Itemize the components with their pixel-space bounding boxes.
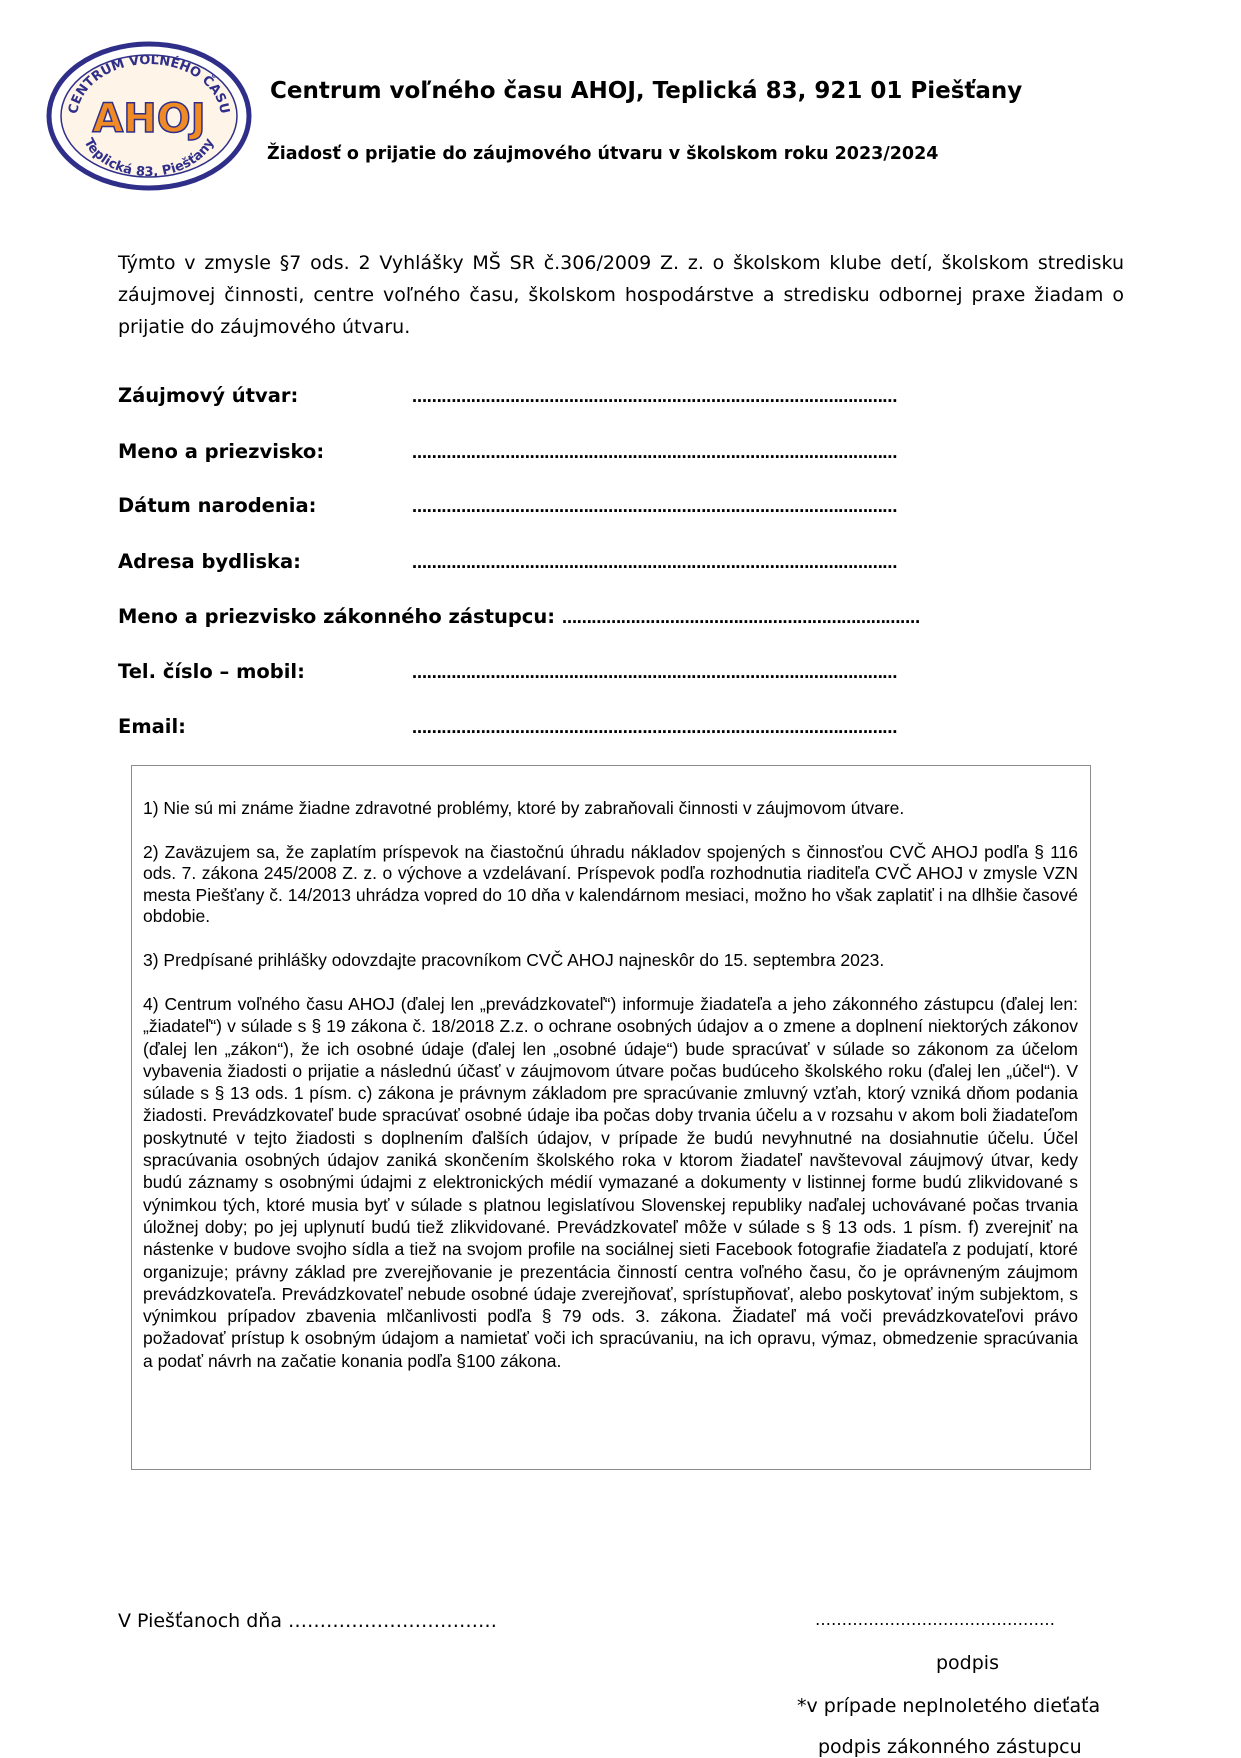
intro-paragraph: Týmto v zmysle §7 ods. 2 Vyhlášky MŠ SR č.306/2009 Z. z. o školskom klube detí, školskom stredisku záujmovej činnosti, centre voľného času, školskom hospodárstve a stredisku odbornej praxe žiadam o prijatie do záujmového útvaru. [118, 252, 1124, 338]
logo-top-text: CENTRUM VOĽNÉHO ČASU [66, 52, 232, 116]
ahoj-logo [45, 40, 253, 192]
guardian-name-field[interactable]: ………………………………………………………………. [562, 609, 921, 627]
header-title: Centrum voľného času AHOJ, Teplická 83, 921 01 Piešťany [270, 78, 1023, 104]
address-field[interactable]: ……………………………………………………………………………………… [412, 554, 898, 572]
full-name-label: Meno a priezvisko: [118, 440, 325, 463]
term-data-protection: 4) Centrum voľného času AHOJ (ďalej len „prevádzkovateľ“) informuje žiadateľa a jeho zákonného zástupcu (ďalej len: „žiadateľ“) v súlade s § 19 zákona č. 18/2018 Z.z. o ochrane osobných údajov a o zmene a doplnení niektorých zákonov (ďalej len „zákon“), že ich osobné údaje (ďalej len „osobné údaje“) bude spracúvať v súlade so zákonom za účelom vybavenia žiadosti o prijatie a následnú účasť v záujmovom útvare počas budúceho školského roku (ďalej len „účel“). V súlade s § 13 ods. 1 písm. c) zákona je právnym základom pre spracúvanie zmluvný vzťah, ktorý vzniká dňom podania žiadosti. Prevádzkovateľ bude spracúvať osobné údaje iba počas doby trvania účelu a v rozsahu v akom boli žiadateľom poskytnuté v tejto žiadosti s doplnením ďalších údajov, v prípade že budú nevyhnutné na dosiahnutie účelu. Účel spracúvania osobných údajov zaniká skončením školského roka v ktorom žiadateľ navštevoval záujmový útvar, kedy budú záznamy s osobnými údajmi z elektronických médií vymazané a dokumenty v listinnej forme budú zlikvidované s výnimkou tých, ktoré musia byť v súlade s platnou legislatívou Slovenskej republiky naďalej uchovávané počas trvania úložnej doby; po jej uplynutí budú tiež zlikvidované. Prevádzkovateľ môže v súlade s § 13 ods. 1 písm. f) zverejniť na nástenke v budove svojho sídla a tiež na svojom profile na sociálnej sieti Facebook fotografie žiadateľa z podujatí, ktoré organizuje; právny základ pre zverejňovanie je prezentácia činností centra voľného času, čo je oprávneným záujmom prevádzkovateľa. Prevádzkovateľ nebude osobné údaje zverejňovať, sprístupňovať, alebo poskytovať iným subjektom, s výnimkou prípadov zbavenia mlčanlivosti podľa § 79 ods. 3. zákona. Žiadateľ má voči prevádzkovateľovi právo požadovať prístup k osobným údajom a namietať voči ich spracúvaniu, na ich opravu, výmaz, obmedzenie spracúvania a podať návrh na začatie konania podľa §100 zákona. [143, 994, 1078, 1371]
birth-date-label: Dátum narodenia: [118, 494, 317, 517]
logo-bottom-text: Teplická 83, Piešťany [80, 135, 218, 181]
guardian-signature-label: podpis zákonného zástupcu [818, 1736, 1082, 1758]
interest-group-field[interactable]: ……………………………………………………………………………………… [412, 388, 898, 406]
phone-field[interactable]: ……………………………………………………………………………………… [412, 664, 898, 682]
place-date[interactable]: V Piešťanoch dňa …………………………… [118, 1610, 498, 1632]
email-label: Email: [118, 715, 186, 738]
email-field[interactable]: ……………………………………………………………………………………… [412, 719, 898, 737]
term-payment: 2) Zaväzujem sa, že zaplatím príspevok na čiastočnú úhradu nákladov spojených s činnosťou CVČ AHOJ podľa § 116 ods. 7. zákona 245/2008 Z. z. o výchove a vzdelávaní. Príspevok podľa rozhodnutia riaditeľa CVČ AHOJ v zmysle VZN mesta Piešťany č. 14/2013 uhrádza vopred do 10 dňa v kalendárnom mesiaci, možno ho však zaplatiť i na dlhšie časové obdobie. [143, 841, 1078, 926]
term-deadline: 3) Predpísané prihlášky odovzdajte pracovníkom CVČ AHOJ najneskôr do 15. septembra 2023. [143, 949, 885, 970]
guardian-name-label: Meno a priezvisko zákonného zástupcu: [118, 605, 556, 628]
interest-group-label: Záujmový útvar: [118, 384, 299, 407]
signature-line[interactable]: ……………………………………… [815, 1610, 1055, 1629]
birth-date-field[interactable]: ……………………………………………………………………………………… [412, 498, 898, 516]
full-name-field[interactable]: ……………………………………………………………………………………… [412, 444, 898, 462]
terms-content [143, 798, 1078, 1394]
signature-label: podpis [936, 1652, 999, 1674]
address-label: Adresa bydliska: [118, 550, 301, 573]
minor-note: *v prípade neplnoletého dieťaťa [797, 1695, 1101, 1717]
terms-box [131, 765, 1091, 1470]
logo-main-text: AHOJ [92, 96, 206, 142]
term-health: 1) Nie sú mi známe žiadne zdravotné problémy, ktoré by zabraňovali činnosti v záujmovom útvare. [143, 798, 905, 818]
header-subtitle: Žiadosť o prijatie do záujmového útvaru v školskom roku 2023/2024 [267, 144, 939, 164]
phone-label: Tel. číslo – mobil: [118, 660, 305, 683]
